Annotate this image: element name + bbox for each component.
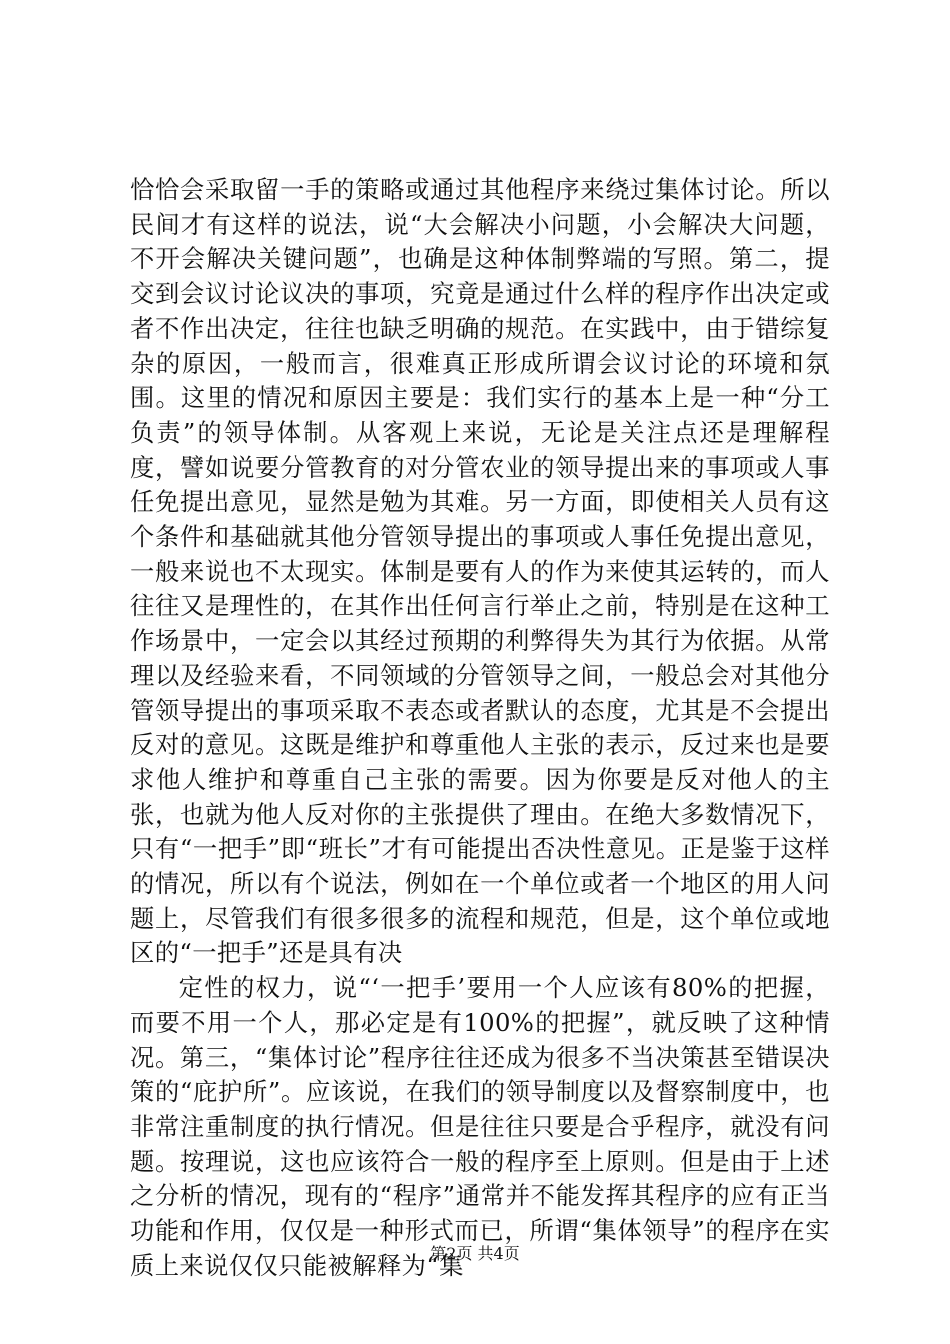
paragraph-2: 定性的权力，说“‘一把手’要用一个人应该有80%的把握，而要不用一个人，那必定是有100%的把握”，就反映了这种情况。第三，“集体讨论”程序往往还成为很多不当决策甚至错误决策的“庇护所”。应该说，在我们的领导制度以及督察制度中，也非常注重制度的执行情况。但是往往只要是合乎程序，就没有问题。按理说，这也应该符合一般的程序至上原则。但是由于上述之分析的情况，现有的“程序”通常并不能发挥其程序的应有正当功能和作用，仅仅是一种形式而已，所谓“集体领导”的程序在实质上来说仅仅只能被解释为“集	[130, 973, 830, 1280]
paragraph-1: 恰恰会采取留一手的策略或通过其他程序来绕过集体讨论。所以民间才有这样的说法，说“大会解决小问题，小会解决大问题，不开会解决关键问题”，也确是这种体制弊端的写照。第二，提交到会议讨论议决的事项，究竟是通过什么样的程序作出决定或者不作出决定，往往也缺乏明确的规范。在实践中，由于错综复杂的原因，一般而言，很难真正形成所谓会议讨论的环境和氛围。这里的情况和原因主要是：我们实行的基本上是一种“分工负责”的领导体制。从客观上来说，无论是关注点还是理解程度，譬如说要分管教育的对分管农业的领导提出来的事项或人事任免提出意见，显然是勉为其难。另一方面，即使相关人员有这个条件和基础就其他分管领导提出的事项或人事任免提出意见，一般来说也不太现实。体制是要有人的作为来使其运转的，而人往往又是理性的，在其作出任何言行举止之前，特别是在这种工作场景中，一定会以其经过预期的利弊得失为其行为依据。从常理以及经验来看，不同领域的分管领导之间，一般总会对其他分管领导提出的事项采取不表态或者默认的态度，尤其是不会提出反对的意见。这既是维护和尊重他人主张的表示，反过来也是要求他人维护和尊重自己主张的需要。因为你要是反对他人的主张，也就为他人反对你的主张提供了理由。在绝大多数情况下，只有“一把手”即“班长”才有可能提出否决性意见。正是鉴于这样的情况，所以有个说法，例如在一个单位或者一个地区的用人问题上，尽管我们有很多很多的流程和规范，但是，这个单位或地区的“一把手”还是具有决	[130, 175, 830, 968]
page-footer: 第2页 共4页	[430, 1244, 520, 1263]
body-text	[130, 173, 830, 1284]
